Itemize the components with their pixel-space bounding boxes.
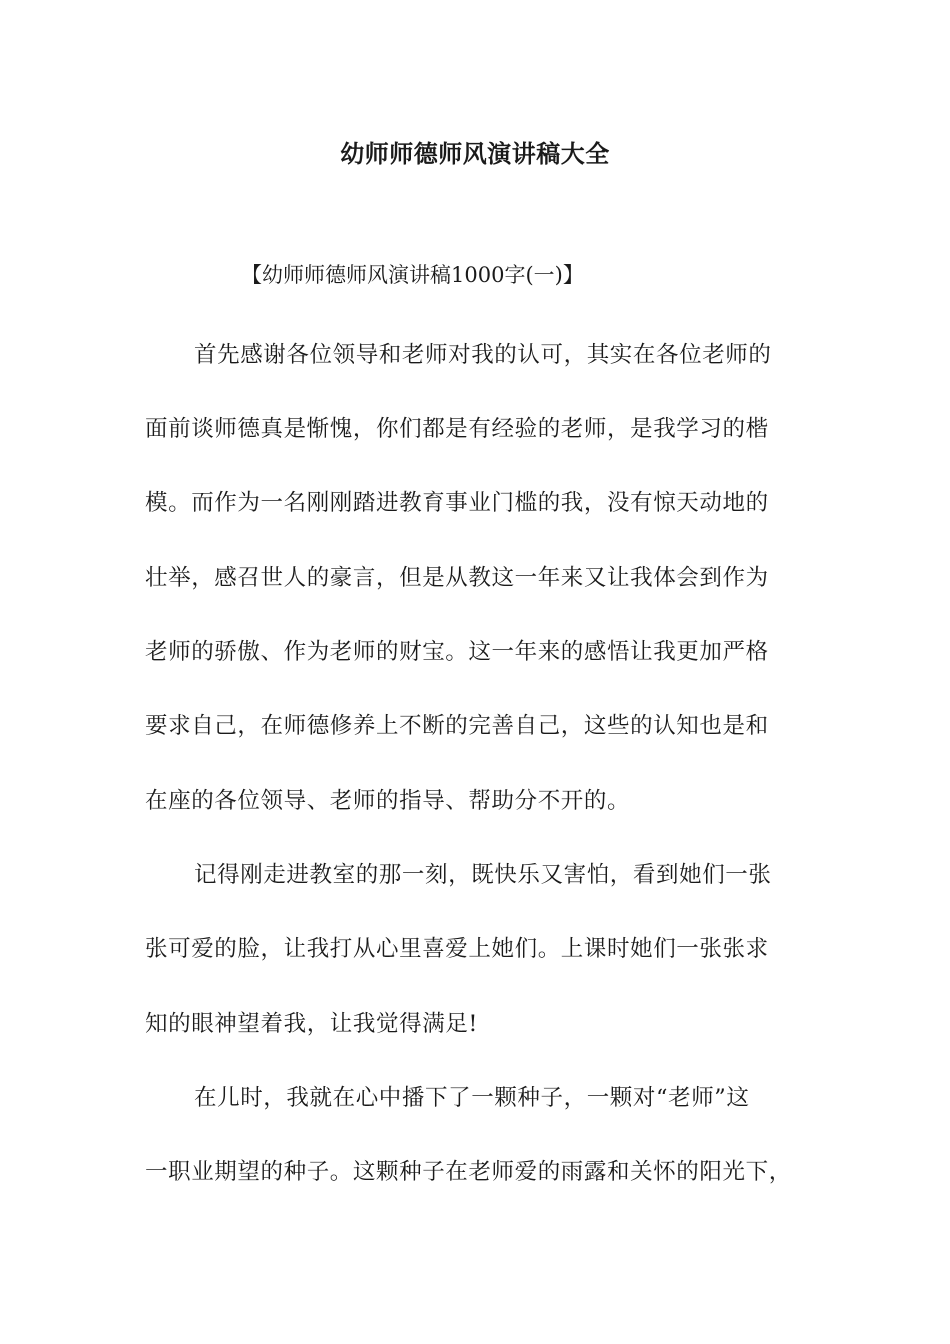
paragraph-line: 老师的骄傲、作为老师的财宝。这一年来的感悟让我更加严格 — [145, 639, 769, 665]
paragraph-line: 首先感谢各位领导和老师对我的认可，其实在各位老师的 — [194, 342, 772, 368]
paragraph-line: 面前谈师德真是惭愧，你们都是有经验的老师，是我学习的楷 — [145, 416, 769, 442]
paragraph-line: 在儿时，我就在心中播下了一颗种子，一颗对“老师”这 — [194, 1085, 750, 1111]
paragraph-line: 一职业期望的种子。这颗种子在老师爱的雨露和关怀的阳光下， — [145, 1159, 792, 1185]
paragraph-line: 模。而作为一名刚刚踏进教育事业门槛的我，没有惊天动地的 — [145, 490, 769, 516]
document-title: 幼师师德师风演讲稿大全 — [340, 139, 610, 168]
section-heading: 【幼师师德师风演讲稿1000字(一)】 — [241, 263, 584, 287]
paragraph-line: 记得刚走进教室的那一刻，既快乐又害怕，看到她们一张 — [194, 862, 772, 888]
paragraph-line: 张可爱的脸，让我打从心里喜爱上她们。上课时她们一张张求 — [145, 936, 769, 962]
paragraph-line: 知的眼神望着我，让我觉得满足! — [145, 1011, 479, 1037]
paragraph-line: 在座的各位领导、老师的指导、帮助分不开的。 — [145, 788, 631, 814]
paragraph-line: 壮举，感召世人的豪言，但是从教这一年来又让我体会到作为 — [145, 565, 769, 591]
paragraph-line: 要求自己，在师德修养上不断的完善自己，这些的认知也是和 — [145, 713, 769, 739]
